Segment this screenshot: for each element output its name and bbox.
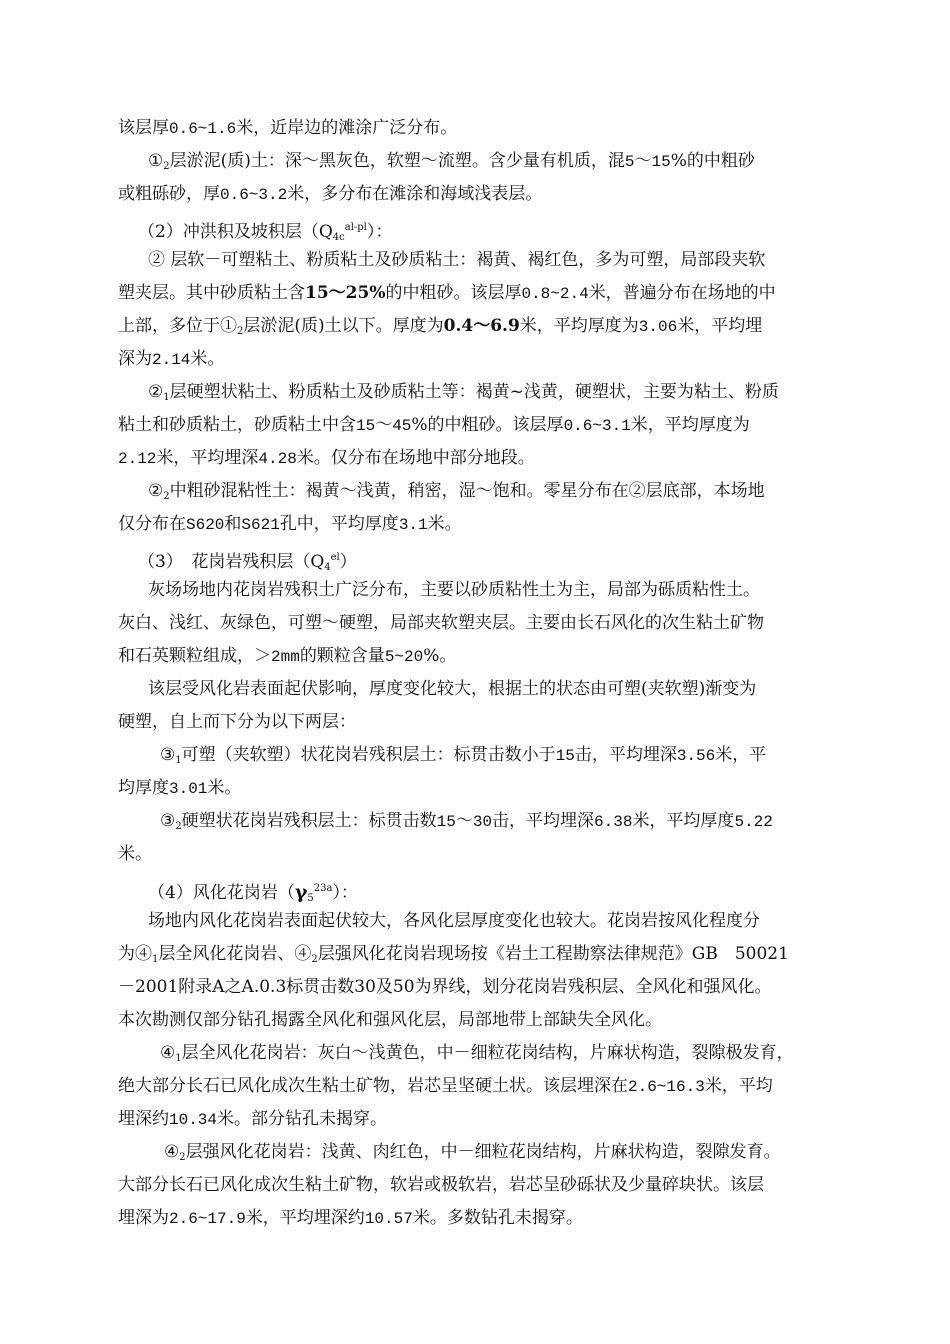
text-fragment: ③ — [160, 811, 176, 831]
text-fragment: 米。多数钻孔未揭穿。 — [412, 1208, 583, 1228]
text-fragment: （2）冲洪积及坡积层（Q — [138, 222, 333, 242]
text-fragment: ③ — [160, 745, 176, 765]
text-fragment: 0.8~2.4 — [521, 285, 589, 303]
text-fragment: 层全风化花岗岩：灰白～浅黄色，中－细粒花岗结构，片麻状构造，裂隙极发育， — [181, 1043, 794, 1063]
text-fragment: 和石英颗粒组成，＞ — [118, 646, 271, 666]
text-fragment: 层全风化花岗岩、④ — [158, 944, 312, 964]
text-fragment: 5.22 — [734, 813, 773, 831]
text-fragment: 15～25% — [305, 283, 386, 303]
text-fragment: ）： — [332, 883, 358, 903]
text-fragment: 2.12 — [118, 450, 157, 468]
text-fragment: 2 — [311, 954, 318, 965]
text-fragment: 5 — [624, 153, 635, 171]
text-fragment: %的中粗砂。该层厚 — [411, 415, 564, 435]
text-fragment: （4）风化花岗岩（ — [148, 883, 295, 903]
text-fragment: 0.6~1.6 — [169, 120, 237, 138]
line-11 — [118, 442, 535, 476]
line-13 — [118, 508, 462, 542]
text-fragment: 2.6~17.9 — [169, 1210, 246, 1228]
line-27 — [118, 971, 772, 1004]
text-fragment: 米，平均埋深 — [156, 448, 259, 468]
text-fragment: 米。仅分布在场地中部分地段。 — [296, 448, 535, 468]
text-fragment: 3.06 — [638, 318, 678, 336]
text-fragment: 2 — [175, 821, 182, 832]
text-fragment: 击，平均埋深 — [574, 745, 677, 765]
line-23 — [118, 838, 152, 871]
text-fragment: 3.01 — [169, 780, 208, 798]
text-fragment: 大部分长石已风化成次生粘土矿物，软岩或极软岩，岩芯呈砂砾状及少量碎块状。该层 — [118, 1175, 764, 1195]
line-6 — [118, 277, 776, 311]
text-fragment: ④ — [164, 1142, 180, 1162]
text-fragment: 米，平均 — [704, 1076, 773, 1096]
text-fragment: 深为 — [118, 349, 152, 369]
text-fragment: 硬塑，自上而下分为以下两层： — [118, 712, 356, 732]
text-fragment: S621 — [241, 516, 280, 534]
text-fragment: 米，平均厚度 — [632, 811, 735, 831]
text-fragment: 5 — [307, 893, 314, 904]
text-fragment: 层强风化花岗岩：浅黄、肉红色，中－细粒花岗结构，片麻状构造，裂隙发育。 — [185, 1142, 781, 1162]
text-fragment: 米，平均厚度为 — [519, 316, 639, 336]
text-fragment: 米。 — [190, 349, 225, 369]
text-fragment: 仅分布在 — [118, 514, 186, 534]
text-fragment: 0.6~3.1 — [563, 417, 631, 435]
text-fragment: 4c — [332, 232, 345, 243]
text-fragment: （3） 花岗岩残积层（Q — [138, 552, 325, 572]
text-fragment: 1 — [175, 755, 182, 766]
line-30 — [118, 1070, 773, 1104]
text-fragment: 3.56 — [676, 747, 716, 765]
text-fragment: ② — [148, 481, 164, 501]
text-fragment: 和 — [224, 514, 242, 534]
line-15 — [148, 574, 760, 607]
line-20 — [160, 739, 766, 777]
text-fragment: 2 — [237, 326, 244, 337]
line-8 — [118, 343, 224, 377]
line-1 — [118, 112, 457, 146]
text-fragment: ） — [339, 552, 357, 572]
text-fragment: 均厚度 — [118, 778, 169, 798]
text-fragment: 该层受风化岩表面起伏影响，厚度变化较大，根据土的状态由可塑(夹软塑)渐变为 — [148, 679, 757, 699]
text-fragment: 的中粗砂。该层厚 — [385, 283, 522, 303]
text-fragment: 15 — [356, 417, 376, 435]
text-fragment: 米。 — [427, 514, 462, 534]
line-17 — [118, 640, 456, 674]
text-fragment: 米。 — [207, 778, 242, 798]
text-fragment: 30 — [472, 813, 493, 831]
text-fragment: 4.28 — [258, 450, 297, 468]
text-fragment: 埋深约 — [118, 1109, 169, 1129]
text-fragment: 为④ — [118, 944, 152, 964]
text-fragment: 1 — [163, 392, 170, 403]
text-fragment: 击，平均埋深 — [492, 811, 595, 831]
line-10 — [118, 409, 750, 443]
line-31 — [118, 1103, 387, 1137]
text-fragment: ～ — [375, 415, 393, 435]
text-fragment: 2mm — [271, 648, 300, 666]
text-fragment: 塑夹层。其中砂质粘土含 — [118, 283, 305, 303]
text-fragment: 层强风化花岗岩现场按《岩土工程勘察法律规范》GB 50021 — [317, 944, 789, 964]
text-fragment: 米，多分布在滩涂和海域浅表层。 — [287, 184, 543, 204]
text-fragment: 2 — [163, 491, 170, 502]
text-fragment: 3.1 — [398, 516, 428, 534]
text-fragment: 米，平均厚度为 — [630, 415, 750, 435]
line-21 — [118, 772, 241, 806]
text-fragment: 埋深为 — [118, 1208, 169, 1228]
text-fragment: －2001附录A之A.0.3标贯击数30及50为界线，划分花岗岩残积层、全风化和强风化。 — [118, 977, 772, 997]
text-fragment: 或粗砾砂，厚 — [118, 184, 220, 204]
text-fragment: 孔中，平均厚度 — [279, 514, 399, 534]
text-fragment: 15 — [555, 747, 575, 765]
text-fragment: 5~20 — [384, 648, 424, 666]
text-fragment: ② — [148, 382, 164, 402]
text-fragment: 层淤泥(质)土：深～黑灰色，软塑～流塑。含少量有机质，混 — [169, 151, 625, 171]
text-fragment: 中粗砂混粘性土：褐黄～浅黄，稍密，湿～饱和。零星分布在②层底部，本场地 — [169, 481, 765, 501]
text-fragment: 2.6~16.3 — [628, 1078, 705, 1096]
line-16 — [118, 607, 764, 640]
text-fragment: ～ — [634, 151, 652, 171]
text-fragment: 10.57 — [364, 1210, 413, 1228]
text-fragment: 层淤泥(质)土以下。厚度为 — [243, 316, 444, 336]
text-fragment: γ — [294, 881, 308, 903]
text-fragment: 15 — [436, 813, 456, 831]
text-fragment: 45 — [392, 417, 412, 435]
text-fragment: 的颗粒含量 — [299, 646, 385, 666]
text-fragment: ② 层软－可塑粘土、粉质粘土及砂质粘土：褐黄、褐红色，多为可塑，局部段夹软 — [148, 250, 766, 270]
text-fragment: 0.6~3.2 — [220, 186, 288, 204]
text-fragment: 灰白、浅红、灰绿色，可塑～硬塑，局部夹软塑夹层。主要由长石风化的次生粘土矿物 — [118, 613, 764, 633]
text-fragment: el — [330, 552, 340, 563]
text-fragment: ④ — [160, 1043, 176, 1063]
text-fragment: 米。 — [118, 844, 152, 864]
line-3 — [118, 178, 542, 212]
text-fragment: 10.34 — [169, 1111, 218, 1129]
text-fragment: 米，近岸边的滩涂广泛分布。 — [236, 118, 458, 138]
line-19 — [118, 706, 356, 739]
text-fragment: %。 — [423, 646, 457, 666]
text-fragment: 米，平均埋 — [677, 316, 763, 336]
text-fragment: 灰场场地内花岗岩残积土广泛分布，主要以砂质粘性土为主，局部为砾质粘性土。 — [148, 580, 760, 600]
line-5 — [148, 244, 765, 277]
line-18 — [148, 673, 756, 706]
text-fragment: 4 — [324, 562, 331, 573]
line-22 — [160, 805, 773, 843]
text-fragment: 本次勘测仅部分钻孔揭露全风化和强风化层，局部地带上部缺失全风化。 — [118, 1010, 662, 1030]
text-fragment: ）： — [366, 222, 393, 242]
line-34 — [118, 1202, 583, 1236]
text-fragment: 0.4～6.9 — [443, 316, 520, 336]
text-fragment: %的中粗砂 — [670, 151, 755, 171]
text-fragment: 1 — [152, 954, 159, 965]
text-fragment: 上部，多位于① — [118, 316, 237, 336]
line-33 — [118, 1169, 764, 1202]
text-fragment: 1 — [175, 1053, 182, 1064]
text-fragment: 绝大部分长石已风化成次生粘土矿物，岩芯呈坚硬土状。该层埋深在 — [118, 1076, 628, 1096]
text-fragment: 场地内风化花岗岩表面起伏较大，各风化层厚度变化也较大。花岗岩按风化程度分 — [148, 911, 760, 931]
text-fragment: 米，普遍分布在场地的中 — [588, 283, 776, 303]
text-fragment: ① — [148, 151, 164, 171]
line-28 — [118, 1004, 662, 1037]
text-fragment: 2 — [163, 161, 170, 172]
text-fragment: al-pl — [344, 222, 367, 233]
text-fragment: 该层厚 — [118, 118, 169, 138]
text-fragment: 2.14 — [152, 351, 191, 369]
text-fragment: 层硬塑状粘土、粉质粘土及砂质粘土等：褐黄~浅黄，硬塑状，主要为粘土、粉质 — [169, 382, 779, 402]
text-fragment: 2 — [179, 1152, 186, 1163]
text-fragment: 米，平均埋深约 — [245, 1208, 365, 1228]
text-fragment: 6.38 — [594, 813, 633, 831]
text-fragment: 23a — [313, 883, 333, 894]
text-fragment: 粘土和砂质粘土，砂质粘土中含 — [118, 415, 356, 435]
text-fragment: 可塑（夹软塑）状花岗岩残积层土：标贯击数小于 — [181, 745, 556, 765]
line-25 — [148, 905, 760, 938]
text-fragment: 15 — [651, 153, 671, 171]
text-fragment: 硬塑状花岗岩残积层土：标贯击数 — [181, 811, 437, 831]
text-fragment: 米。部分钻孔未揭穿。 — [217, 1109, 388, 1129]
text-fragment: 米，平 — [715, 745, 767, 765]
text-fragment: S620 — [186, 516, 225, 534]
text-fragment: ～ — [455, 811, 473, 831]
